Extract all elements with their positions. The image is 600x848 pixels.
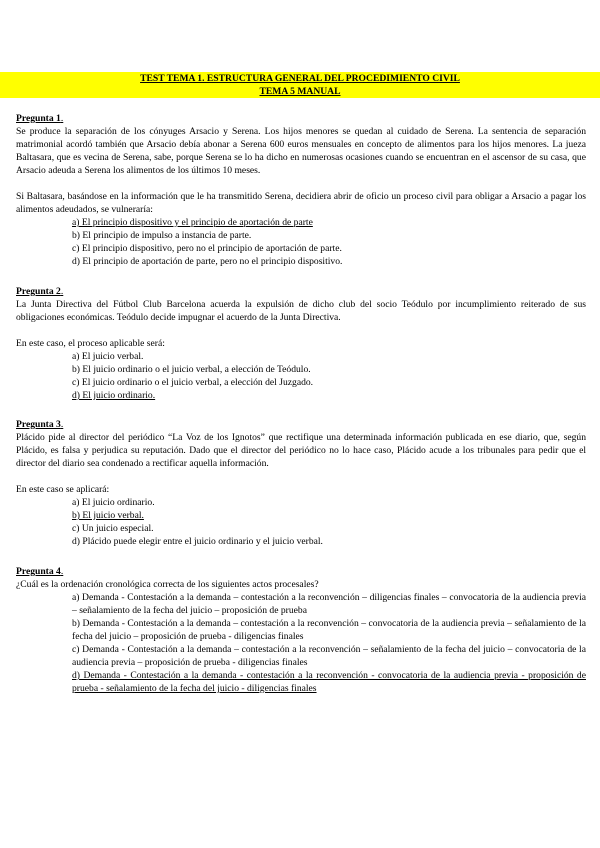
document-subtitle: TEMA 5 MANUAL bbox=[0, 85, 600, 98]
question-prompt: ¿Cuál es la ordenación cronológica correcta de los siguientes actos procesales? bbox=[16, 579, 319, 590]
question-2 bbox=[16, 285, 586, 402]
option-a[interactable]: a) Demanda - Contestación a la demanda – contestación a la reconvención – diligencias finales – convocatoria de la audiencia previa – señalamiento de la fecha del juicio – proposición de prueba bbox=[72, 592, 586, 616]
question-1 bbox=[16, 112, 586, 268]
option-c[interactable]: c) Un juicio especial. bbox=[72, 523, 154, 534]
option-d[interactable]: d) El principio de aportación de parte, pero no el principio dispositivo. bbox=[72, 256, 343, 267]
option-d[interactable]: d) Plácido puede elegir entre el juicio ordinario y el juicio verbal. bbox=[72, 536, 323, 547]
option-d[interactable]: d) El juicio ordinario. bbox=[72, 390, 156, 401]
options-list bbox=[72, 350, 586, 402]
option-b[interactable]: b) Demanda - Contestación a la demanda – contestación a la reconvención – convocatoria de la audiencia previa – señalamiento de la fecha del juicio – proposición de prueba - diligencias finales bbox=[72, 618, 586, 642]
options-list bbox=[72, 496, 586, 548]
question-prompt: En este caso, el proceso aplicable será: bbox=[16, 338, 165, 349]
question-prompt: Si Baltasara, basándose en la información que le ha transmitido Serena, decidiera abrir de oficio un proceso civil para obligar a Arsacio a pagar los alimentos adeudados, se vulneraría: bbox=[16, 191, 586, 215]
option-b[interactable]: b) El juicio ordinario o el juicio verbal, a elección de Teódulo. bbox=[72, 364, 311, 375]
option-c[interactable]: c) El juicio ordinario o el juicio verbal, a elección del Juzgado. bbox=[72, 377, 314, 388]
question-4 bbox=[16, 565, 586, 695]
options-list bbox=[72, 216, 586, 268]
option-d[interactable]: d) Demanda - Contestación a la demanda - contestación a la reconvención - convocatoria de la audiencia previa - proposición de prueba - señalamiento de la fecha del juicio - diligencias finales bbox=[72, 670, 586, 694]
question-statement: Se produce la separación de los cónyuges Arsacio y Serena. Los hijos menores se quedan al cuidado de Serena. La sentencia de separación matrimonial acordó también que Arsacio debía abonar a Serena 600 euros mensuales en concepto de alimentos para los hijos menores. La jueza Baltasara, que es vecina de Serena, sabe, porque Serena se lo ha dicho en numerosas ocasiones cuando se encuentran en el ascensor de su casa, que Arsacio adeuda a Serena los alimentos de los últimos 10 meses. bbox=[16, 126, 586, 176]
option-a[interactable]: a) El juicio verbal. bbox=[72, 351, 144, 362]
question-statement: La Junta Directiva del Fútbol Club Barcelona acuerda la expulsión de dicho club del socio Teódulo por incumplimiento reiterado de sus obligaciones económicas. Teódulo decide impugnar el acuerdo de la Junta Directiva. bbox=[16, 299, 586, 323]
option-b[interactable]: b) El juicio verbal. bbox=[72, 510, 144, 521]
option-a[interactable]: a) El juicio ordinario. bbox=[72, 497, 155, 508]
options-list bbox=[72, 591, 586, 695]
option-c[interactable]: c) El principio dispositivo, pero no el principio de aportación de parte. bbox=[72, 243, 342, 254]
question-heading: Pregunta 3. bbox=[16, 419, 64, 430]
question-statement: Plácido pide al director del periódico “La Voz de los Ignotos” que rectifique una determinada información publicada en ese diario, que, según Plácido, es falsa y perjudica su reputación. Dado que el director del periódico no lo hace caso, Plácido acude a los tribunales para pedir que el director del diario sea condenado a rectificar aquella información. bbox=[16, 432, 586, 469]
option-c[interactable]: c) Demanda - Contestación a la demanda – contestación a la reconvención – señalamiento de la fecha del juicio – convocatoria de la audiencia previa – proposición de prueba - diligencias finales bbox=[72, 644, 586, 668]
option-b[interactable]: b) El principio de impulso a instancia de parte. bbox=[72, 230, 252, 241]
question-heading: Pregunta 2. bbox=[16, 286, 64, 297]
option-a[interactable]: a) El principio dispositivo y el principio de aportación de parte bbox=[72, 217, 313, 228]
question-prompt: En este caso se aplicará: bbox=[16, 484, 110, 495]
document-title: TEST TEMA 1. ESTRUCTURA GENERAL DEL PROCEDIMIENTO CIVIL bbox=[0, 72, 600, 85]
question-heading: Pregunta 4. bbox=[16, 566, 64, 577]
question-3 bbox=[16, 418, 586, 548]
question-heading: Pregunta 1. bbox=[16, 113, 64, 124]
